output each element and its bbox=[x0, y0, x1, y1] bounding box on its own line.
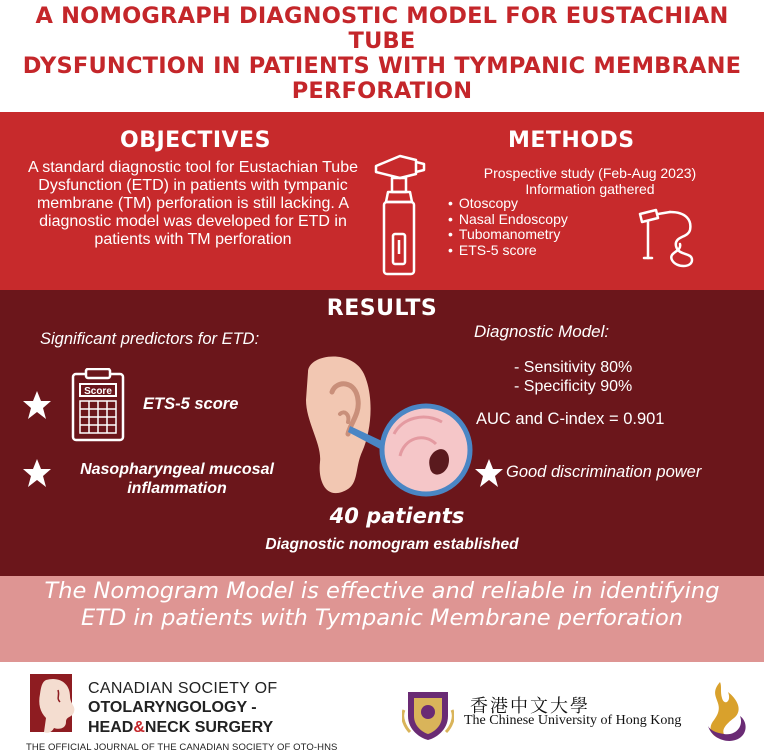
title-line-1: A NOMOGRAPH DIAGNOSTIC MODEL FOR EUSTACHIAN TUBE bbox=[35, 3, 729, 54]
society-line-3 bbox=[88, 719, 273, 737]
flame-logo bbox=[698, 680, 750, 746]
clipboard-label: Score bbox=[84, 386, 112, 397]
cuhk-crest-logo bbox=[402, 688, 454, 742]
specificity: - Specificity 90% bbox=[514, 378, 633, 395]
patient-count: 40 patients bbox=[329, 504, 465, 528]
star-icon bbox=[474, 458, 504, 488]
predictors-label: Significant predictors for ETD: bbox=[40, 330, 260, 348]
auc-c-index: AUC and C-index = 0.901 bbox=[476, 410, 665, 428]
methods-item: • Otoscopy bbox=[448, 196, 568, 212]
journal-tagline: THE OFFICIAL JOURNAL OF THE CANADIAN SOCIETY OF OTO-HNS bbox=[26, 742, 338, 753]
methods-item: • Nasal Endoscopy bbox=[448, 212, 568, 228]
csohns-logo bbox=[30, 674, 84, 736]
title-line-3: PERFORATION bbox=[291, 78, 473, 104]
predictor-nasopharyngeal: Nasopharyngeal mucosal inflammation bbox=[80, 461, 274, 497]
title-line-2: DYSFUNCTION IN PATIENTS WITH TYMPANIC MEMBRANE bbox=[22, 53, 742, 79]
methods-list bbox=[448, 196, 568, 258]
otoscope-icon bbox=[370, 152, 430, 277]
methods-item: • ETS-5 score bbox=[448, 243, 568, 259]
society-neck: NECK SURGERY bbox=[144, 719, 274, 736]
cuhk-chinese-name: 香港中文大學 bbox=[470, 696, 590, 717]
model-label: Diagnostic Model: bbox=[474, 322, 610, 341]
header bbox=[0, 0, 764, 112]
society-line-2: OTOLARYNGOLOGY - bbox=[88, 699, 257, 716]
star-icon bbox=[22, 390, 52, 420]
conclusion-band bbox=[0, 576, 764, 662]
conclusion-text: The Nomogram Model is effective and reliable in identifying ETD in patients with Tympanic Membrane perforation bbox=[44, 578, 720, 631]
methods-summary bbox=[440, 165, 740, 197]
society-amp: & bbox=[133, 719, 145, 736]
discrimination-power: Good discrimination power bbox=[506, 463, 702, 481]
results-heading: RESULTS bbox=[326, 296, 438, 321]
ear-endoscopy-icon bbox=[298, 352, 474, 502]
society-head: HEAD bbox=[88, 719, 134, 736]
results-band bbox=[0, 290, 764, 576]
tubomanometer-icon bbox=[636, 206, 698, 270]
objectives-text: A standard diagnostic tool for Eustachian Tube Dysfunction (ETD) in patients with tympanic membrane (TM) perforation is still lacking. A diagnostic model was developed for ETD in patients with TM perforation bbox=[28, 159, 358, 248]
methods-line-2: Information gathered bbox=[525, 181, 655, 197]
methods-item: • Tubomanometry bbox=[448, 227, 568, 243]
objectives-methods-band bbox=[0, 112, 764, 290]
page-title bbox=[0, 0, 764, 104]
methods-line-1: Prospective study (Feb-Aug 2023) bbox=[483, 165, 697, 181]
nomogram-established: Diagnostic nomogram established bbox=[265, 536, 519, 553]
predictor-ets5: ETS-5 score bbox=[143, 395, 239, 413]
cuhk-english-name: The Chinese University of Hong Kong bbox=[464, 713, 682, 728]
society-line-1: CANADIAN SOCIETY OF bbox=[88, 680, 278, 697]
sensitivity: - Sensitivity 80% bbox=[514, 359, 633, 376]
star-icon bbox=[22, 458, 52, 488]
footer bbox=[0, 662, 764, 753]
model-metrics bbox=[514, 358, 632, 396]
methods-heading: METHODS bbox=[508, 128, 635, 153]
clipboard-score-icon bbox=[70, 368, 126, 442]
objectives-heading: OBJECTIVES bbox=[120, 128, 271, 153]
